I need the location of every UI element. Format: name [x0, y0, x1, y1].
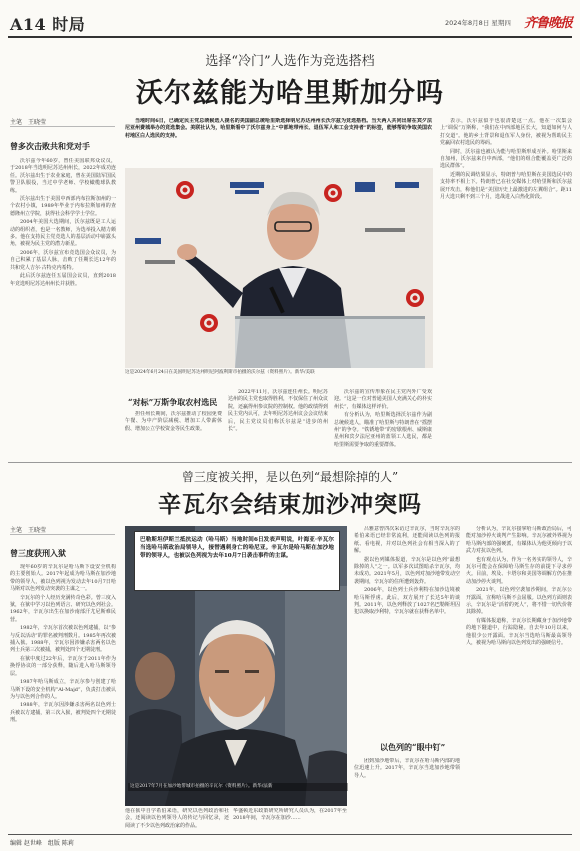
paragraph: 有分析认为，哈里斯选择沃尔兹作为副总统候选人，瞄准了哈里斯与特朗普在“摇摆州”的争夺。“铁锈地带”的密歇根州、威斯康星州和宾夕法尼亚州的蓝领工人选民，都是哈里斯需要争取的重要群体。 [334, 412, 432, 448]
story1-sidebar-text [10, 158, 116, 428]
story1-mid-col2 [228, 389, 328, 456]
story1-byline: 主笔 王晓莹 [10, 119, 47, 126]
paragraph: 2022年11月，沃尔兹连任州长。明尼苏达州的民主党也取得胜利，不仅保住了州众议院，还赢得州参议院的控制权。他的政绩得到民主党内认可，去年明尼苏达州议会会议结束后，民主党议员们称沃尔兹是“进步的州长”。 [228, 389, 328, 433]
story2-middle-title: 以色列的“眼中钉” [380, 742, 446, 752]
footer-editors: 编辑 赵世峰 组版 陈莉 [10, 840, 74, 847]
story2-closing-left [125, 808, 229, 830]
story2-lede [140, 536, 334, 588]
paragraph: 2006年，沃尔兹宣布竞选国会众议员，为自己积累了基层人脉，击败了任期长达12年的共和党人吉尔·古特克内希特。 [10, 249, 116, 271]
paragraph: 据以色列媒体报道，辛瓦尔是以色列“最想除掉的人”之一。以军多次试图暗杀辛瓦尔，均未成功。2021年5月，以色列对加沙地带发动空袭期间，辛瓦尔的住所遭到轰炸。 [354, 556, 460, 585]
paragraph: 团到加沙地带后，辛瓦尔在哈马斯内部的地位迅速上升。2017年，辛瓦尔当选加沙地带领导人。 [354, 758, 460, 779]
story2-byline: 主笔 王晓莹 [10, 527, 47, 534]
paragraph: 有媒体报道称，辛瓦尔长期藏身于加沙地带的地下隧道中，行踪隐秘。自去年10月以来，他很少公开露面。辛瓦尔当选哈马斯最高领导人，被视为哈马斯向以色列发出的强硬信号。 [466, 617, 572, 647]
story1-mid-title: “对标”万斯争取农村选民 [128, 397, 218, 407]
lede-text: 当地时间6日，已确定民主党总统候选人提名的美国副总统哈里斯选择明尼苏达州州长沃尔兹为竞选搭档。当天两人共同出席在宾夕法尼亚州费城举办的竞选集会。美联社认为，哈里斯看中了沃尔兹身上“中部地带州长、退伍军人和工会支持者”的标签，能够帮助争取美国农村地区白人选民的支持。 [125, 118, 432, 139]
issue-date: 2024年8月8日 星期四 [445, 19, 511, 27]
lede-text: 巴勒斯坦伊斯兰抵抗运动（哈马斯）当地时间6日发表声明说，叶海亚·辛瓦尔当选哈马斯政治局领导人，接替遇刺身亡的哈尼亚。辛瓦尔是哈马斯在加沙地带的领导人，也被以色列视为去年10月7日袭击事件的主谋。 [140, 537, 334, 559]
paragraph: 华盛顿近东政策研究所研究人员认为，在2017年至2018年间，辛瓦尔在加沙…… [233, 808, 347, 822]
paragraph: 1987年哈马斯成立，辛瓦尔参与创建了哈马斯下设的安全机构“Al-Majd”，负责打击被认为与以色列合作的人。 [10, 679, 116, 700]
walz-photo [125, 168, 433, 368]
paragraph: 表示，沃尔兹似乎也很清楚这一点。他在一次集会上“调侃”万斯称，“我们在中西部地区长大，知道如何与人打交道”。他的乡土背景和退伍军人身份，被视为帮助民主党赢回农村选民的筹码。 [440, 118, 572, 147]
paragraph: 也有观点认为，作为一名务实的领导人，辛瓦尔可能会在保障哈马斯生存的前提下寻求停火。目前，埃及、卡塔尔和美国等调解方仍在推动加沙停火谈判。 [466, 556, 572, 585]
story2-lede-box [134, 531, 340, 591]
paragraph: 此后沃尔兹连任五届国会议员，直到2018年竞选明尼苏达州州长并获胜。 [10, 273, 116, 287]
story2-right-col [466, 526, 572, 830]
paragraph: 2006年，以色列士兵沙利特在加沙边境被哈马斯俘虏。此后，双方展开了长达5年的谈判。2011年，以色列释放了1027名巴勒斯坦囚犯以换取沙利特，辛瓦尔就在获释名单中。 [354, 587, 460, 616]
paragraph: 担任州长期间，沃尔兹推动了校园免费午餐、为中产阶层减税、增加工人带薪休假、增加公立学校资金等民生政策。 [125, 411, 222, 432]
story1-mid-col3 [334, 389, 432, 456]
walz-photo-illustration [125, 168, 433, 368]
story2-headline: 辛瓦尔会结束加沙冲突吗 [158, 491, 422, 518]
story2-kicker: 曾三度被关押，是以色列“最想除掉的人” [181, 470, 399, 484]
paragraph: 吕雅意曾四次采访过辛瓦尔，当时辛瓦尔的希伯来语已经非常流利，还能阅读以色列的报纸、看电视，并对以色列社会有相当深入的了解。 [354, 526, 460, 555]
paragraph: 1982年，辛瓦尔首次被以色列逮捕，以“参与反以活动”的罪名被判刑数月。1985年再次被捕入狱。1988年，辛瓦尔因涉嫌杀害两名以色列士兵第三次被捕，被判处四个无期徒刑。 [10, 625, 116, 654]
story-divider [8, 462, 572, 463]
paragraph: 近期的民调结果显示，特朗普与哈里斯在美国选民中的支持率不相上下。特朗普已在社交媒体上对哈里斯和沃尔兹展开攻击，称他们是“美国历史上最激进的左翼组合”。距11月大选只剩不到三个月，选战进入白热化阶段。 [440, 171, 572, 201]
header-rule [8, 36, 572, 38]
story1-mid-col1 [125, 411, 222, 456]
story2-middle-col [354, 526, 460, 732]
paragraph: 沃尔兹今年60岁，曾任美国联邦众议员，于2018年当选明尼苏达州州长，2022年成功连任。沃尔兹出生于农业家庭，曾在美国陆军国民警卫队服役，当过中学老师、学校橄榄球队教练。 [10, 158, 116, 194]
story1-kicker: 选择“冷门”人选作为竞选搭档 [205, 54, 375, 69]
story2-middle-col-lower [354, 758, 460, 830]
story1-sidebar-title: 曾多次击败共和党对手 [10, 141, 90, 151]
paragraph: 2021年，以色列空袭加沙期间，辛瓦尔公开露面，宣称哈马斯不会屈服。以色列方面则表示，辛瓦尔是“活着的死人”，将不惜一切代价将其除掉。 [466, 587, 572, 616]
story1-headline: 沃尔兹能为哈里斯加分吗 [136, 78, 444, 109]
page-label: A14 时局 [10, 15, 86, 34]
story2-sidebar-text [10, 564, 116, 830]
story2-byline-rule [10, 534, 115, 535]
newspaper-logo: 齐鲁晚报 [524, 16, 573, 31]
story1-right-column [440, 118, 572, 456]
footer-rule [8, 834, 572, 835]
paragraph: 辛瓦尔的个人经历充满传奇色彩。曾三度入狱，在狱中学习以色列语言、研究以色列社会。1962年，辛瓦尔出生在加沙南部汗尤尼斯难民营。 [10, 594, 116, 623]
paragraph: 沃尔兹的宣传形象在民主党内外广受欢迎。“这是一位对普通美国人充满关心的朴实州长”，有媒体这样评价。 [334, 389, 432, 410]
story1-photo-caption: 这是2024年6月24日在美国明尼苏达州明尼阿波利斯市拍摄的沃尔兹（资料照片）。新华/美联 [125, 370, 315, 375]
paragraph: 分析认为，辛瓦尔接掌哈马斯政治局后，可能对加沙停火谈判产生影响。辛瓦尔被外界视为哈马斯内部的强硬派，有媒体认为他更倾向于以武力对抗以色列。 [466, 526, 572, 555]
paragraph: 现年60岁的辛瓦尔是哈马斯下设安全机构的主要创始人。2017年起成为哈马斯在加沙地带的领导人，被以色列视为发动去年10月7日哈马斯对以色列发动突袭的主谋之一。 [10, 564, 116, 593]
story2-photo-caption: 这是2017年7月在加沙地带城市拍摄的辛瓦尔（资料照片）。新华/法新 [128, 783, 348, 791]
story1-byline-rule [10, 126, 115, 127]
paragraph: 他在狱中自学希伯来语，研究以色列政治和社会，还阅读以色列领导人的传记与回忆录，还阅读了不少以色列政治家的作品。 [125, 808, 229, 829]
paragraph: 1988年，辛瓦尔因涉嫌杀害两名以色列士兵被以方逮捕，第三次入狱，被判处四个无期徒刑。 [10, 702, 116, 724]
page-header [0, 0, 580, 40]
story1-lede [125, 118, 432, 166]
story2-closing-mid [233, 808, 347, 830]
paragraph: 同时，沃尔兹也被认为能与哈里斯形成互补。哈里斯来自加州，沃尔兹来自中西部，“他们的组合能覆盖更广泛的选民群体”。 [440, 148, 572, 170]
paragraph: 沃尔兹出生于美国中西部内布拉斯加州的一个农村小镇，1989年毕业于内布拉斯加州的查德隆州立学院，获得社会科学学士学位。 [10, 196, 116, 217]
paragraph: 在狱中度过22年后，辛瓦尔于2011年作为换俘协议的一部分获释，随后进入哈马斯领导层。 [10, 655, 116, 677]
story2-sidebar-title: 曾三度获刑入狱 [10, 548, 66, 558]
paragraph: 2004年美国大选期间，沃尔兹既是工人运动的组织者，也是一名教师，为选举投入精力颇多。他在支持民主党竞选人的基层活动中崭露头角，被视为民主党的潜力新星。 [10, 219, 116, 248]
